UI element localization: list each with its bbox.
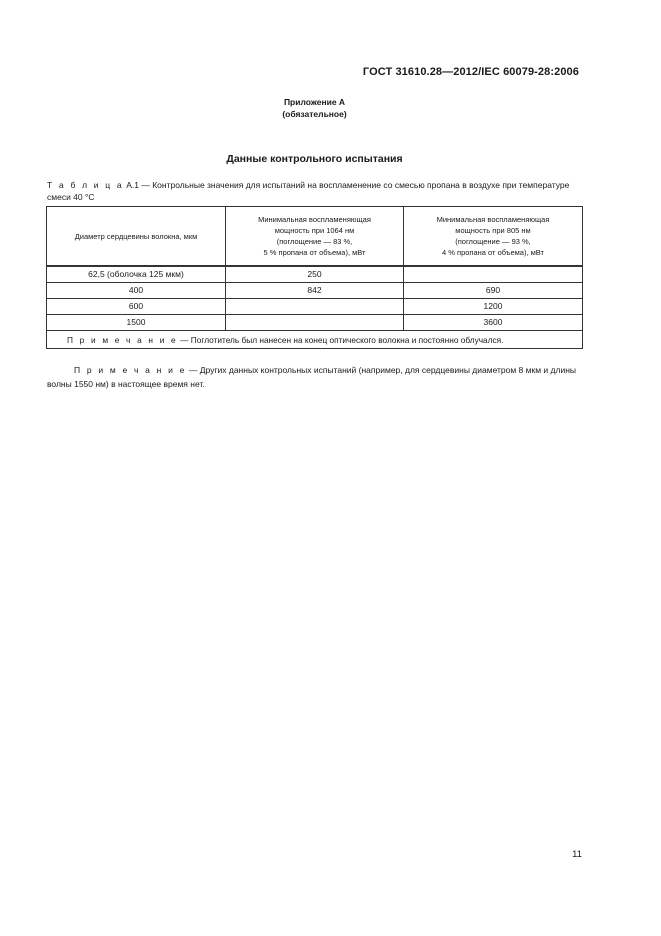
header-power-1064-line: 5 % пропана от объема), мВт <box>263 248 366 257</box>
cell-diameter: 62,5 (оболочка 125 мкм) <box>47 266 226 283</box>
header-power-805 <box>404 207 583 267</box>
table-note <box>47 331 583 349</box>
header-power-805-line: Минимальная воспламеняющая <box>436 215 550 224</box>
header-power-1064-line: (поглощение — 83 %, <box>276 237 353 246</box>
standard-header: ГОСТ 31610.28—2012/IEC 60079-28:2006 <box>362 66 579 78</box>
header-power-1064 <box>226 207 404 267</box>
header-power-1064-line: мощность при 1064 нм <box>274 226 355 235</box>
table-note-row <box>47 331 583 349</box>
annex-title: Приложение А <box>283 97 346 107</box>
footnote <box>47 363 587 391</box>
table-note-prefix: П р и м е ч а н и е <box>67 334 178 345</box>
table-caption-prefix: Т а б л и ц а <box>47 180 124 190</box>
table-row <box>47 283 583 299</box>
cell-diameter: 600 <box>47 299 226 315</box>
header-core-diameter: Диаметр сердцевины волокна, мкм <box>47 207 226 267</box>
table-row <box>47 299 583 315</box>
footnote-text: — Других данных контрольных испытаний (например, для сердцевины диаметром 8 мкм и длины волны 1550 нм) в настоящее время нет. <box>47 365 576 389</box>
cell-power-1064 <box>226 315 404 331</box>
table-row <box>47 266 583 283</box>
page-number: 11 <box>572 849 582 860</box>
header-power-805-line: 4 % пропана от объема), мВт <box>442 248 544 257</box>
cell-power-805 <box>404 266 583 283</box>
cell-power-1064 <box>226 299 404 315</box>
header-power-1064-line: Минимальная воспламеняющая <box>258 215 371 224</box>
header-power-805-line: (поглощение — 93 %, <box>455 237 531 246</box>
cell-diameter: 1500 <box>47 315 226 331</box>
cell-power-805: 3600 <box>404 315 583 331</box>
table-note-text: — Поглотитель был нанесен на конец оптического волокна и постоянно облучался. <box>177 334 504 345</box>
section-title: Данные контрольного испытания <box>226 153 403 165</box>
cell-power-1064: 842 <box>226 283 404 299</box>
cell-diameter: 400 <box>47 283 226 299</box>
annex-status: (обязательное) <box>282 109 347 119</box>
table-caption-text: А.1 — Контрольные значения для испытаний на воспламенение со смесью пропана в воздухе при температуре смеси 40 °С <box>47 180 570 202</box>
table-row <box>47 315 583 331</box>
cell-power-805: 690 <box>404 283 583 299</box>
cell-power-805: 1200 <box>404 299 583 315</box>
table-caption <box>47 179 587 203</box>
footnote-prefix: П р и м е ч а н и е <box>74 365 187 375</box>
table-header-row <box>47 207 583 267</box>
data-table <box>46 206 583 349</box>
cell-power-1064: 250 <box>226 266 404 283</box>
header-power-805-line: мощность при 805 нм <box>455 226 531 235</box>
